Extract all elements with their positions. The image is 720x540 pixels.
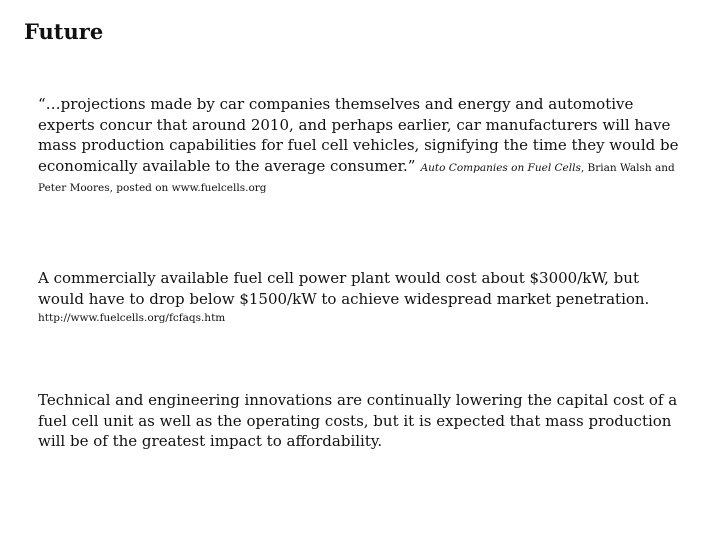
cost-source-url: http://www.fuelcells.org/fcfaqs.htm (38, 312, 226, 324)
tech-text: Technical and engineering innovations are continually lowering the capital cost of a fuel cell unit as well as the operating costs, but it is expected that mass production will be of the greatest impact to affordability. (38, 391, 678, 450)
quote-block (38, 94, 688, 195)
cost-text: A commercially available fuel cell power plant would cost about $3000/kW, but would have to drop below $1500/kW to achieve widespread market penetration. (38, 269, 650, 308)
slide-title: Future (24, 19, 104, 44)
quote-text: “…projections made by car companies themselves and energy and automotive experts concur that around 2010, and perhaps earlier, car manufacturers will have mass production capabilities for fuel cell vehicles, signifying the time they would be economically available to the average consumer.” (38, 95, 679, 175)
quote-source-title: Auto Companies on Fuel Cells (420, 161, 581, 174)
quote-source-authors: , Brian Walsh and Peter Moores, posted on www.fuelcells.org (38, 161, 675, 194)
tech-block (38, 390, 688, 452)
cost-block (38, 268, 688, 325)
